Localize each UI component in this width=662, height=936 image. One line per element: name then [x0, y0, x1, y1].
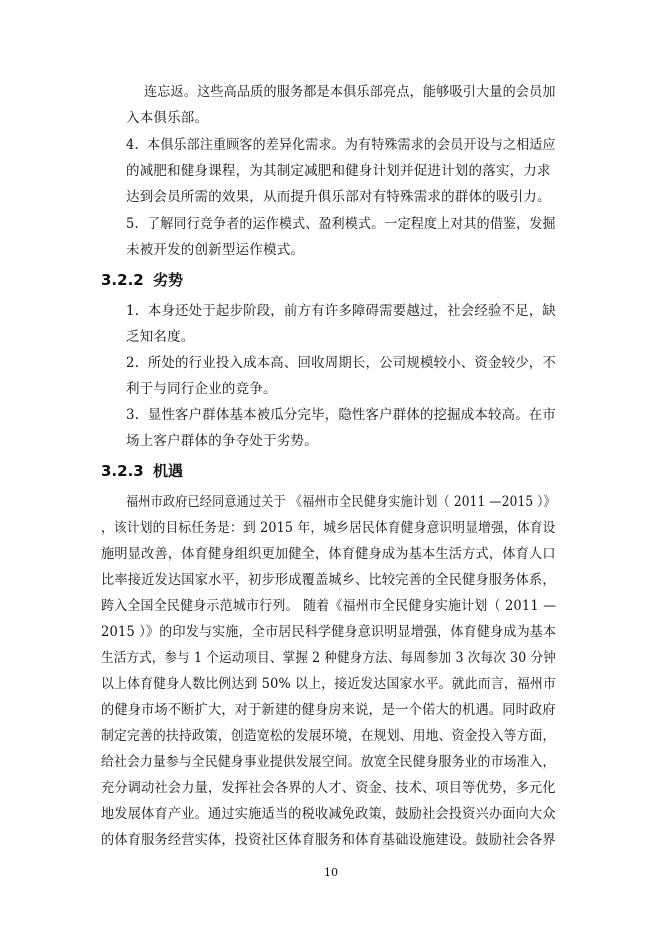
list-text: 本身还处于起步阶段，前方有许多障碍需要越过，社会经验不足，缺	[147, 303, 557, 319]
list-text: 显性客户群体基本被瓜分完毕，隐性客户群体的挖掘成本较高。在市	[147, 407, 557, 423]
section-title: 劣势	[153, 271, 184, 289]
paragraph-line: 福州市政府已经同意通过关于 《福州市全民健身实施计划（ 2011 —2015 ）》	[126, 494, 556, 510]
paragraph-line: 生活方式，参与 1 个运动项目、掌握 2 种健身方法、每周参加 3 次每次 30 分钟	[101, 650, 556, 666]
list-text: 本俱乐部注重顾客的差异化需求。为有特殊需求的会员开设与之相适应	[147, 137, 556, 153]
weakness-item-3-line-2: 场上客户群体的争夺处于劣势。	[126, 433, 318, 449]
item-5-line-2: 未被开发的创新型运作模式。	[126, 242, 305, 258]
item-4-line-2: 的减肥和健身课程，为其制定减肥和健身计划并促进计划的落实，力求	[126, 163, 551, 179]
paragraph-line: 比率接近发达国家水平，初步形成覆盖城乡、比较完善的全民健身服务体系，	[101, 572, 556, 588]
section-heading-opportunity	[101, 461, 183, 481]
section-number: 3.2.3	[101, 462, 144, 480]
item-3-line-1: 连忘返。这些高品质的服务都是本俱乐部亮点，能够吸引大量的会员加	[144, 84, 556, 100]
list-item-4	[126, 136, 556, 154]
paragraph-line: 的健身市场不断扩大，对于新建的健身房来说，是一个偌大的机遇。同时政府	[101, 702, 556, 718]
weakness-item-2-line-2: 利于与同行企业的竞争。	[126, 381, 277, 397]
list-number: 4.	[126, 137, 139, 153]
weakness-item-1-line-2: 乏知名度。	[126, 329, 195, 345]
paragraph-line: 充分调动社会力量，发挥社会各界的人才、资金、技术、项目等优势，多元化	[101, 780, 556, 796]
weakness-item-1	[126, 302, 556, 320]
section-heading-weakness	[101, 270, 183, 290]
list-number: 5.	[126, 216, 139, 232]
weakness-item-2	[126, 354, 556, 372]
item-4-line-3: 达到会员所需的效果，从而提升俱乐部对有特殊需求的群体的吸引力。	[126, 189, 551, 205]
paragraph-line: 制定完善的扶持政策，创造宽松的发展环境，在规划、用地、资金投入等方面，	[101, 728, 556, 744]
list-number: 3.	[126, 407, 140, 423]
page-number: 10	[324, 866, 338, 879]
list-text: 了解同行竞争者的运作模式、盈利模式。一定程度上对其的借鉴，发掘	[147, 216, 556, 232]
section-title: 机遇	[153, 462, 184, 480]
item-3-line-2: 入本俱乐部。	[126, 110, 209, 126]
paragraph-line: 的体育服务经营实体，投资社区体育服务和体育基础设施建设。鼓励社会各界	[101, 832, 556, 848]
list-item-5	[126, 215, 556, 233]
paragraph-line: ，该计划的目标任务是：到 2015 年，城乡居民体育健身意识明显增强，体育设	[101, 520, 556, 536]
section-number: 3.2.2	[101, 271, 144, 289]
paragraph-line: 2015 ）》的印发与实施，全市居民科学健身意识明显增强，体育健身成为基本	[101, 624, 557, 640]
paragraph-line: 跨入全国全民健身示范城市行列。 随着《福州市全民健身实施计划（ 2011 —	[101, 598, 557, 614]
list-number: 2.	[126, 355, 140, 371]
list-number: 1.	[126, 303, 140, 319]
list-text: 所处的行业投入成本高、回收周期长，公司规模较小、资金较少，不	[147, 355, 557, 371]
paragraph-line: 以上体育健身人数比例达到 50% 以上，接近发达国家水平。就此而言，福州市	[101, 676, 557, 692]
paragraph-line: 给社会力量参与全民健身事业提供发展空间。放宽全民健身服务业的市场准入，	[101, 754, 556, 770]
paragraph-line: 施明显改善，体育健身组织更加健全，体育健身成为基本生活方式，体育人口	[101, 546, 556, 562]
paragraph-line: 地发展体育产业。通过实施适当的税收减免政策，鼓励社会投资兴办面向大众	[101, 806, 556, 822]
weakness-item-3	[126, 406, 556, 424]
